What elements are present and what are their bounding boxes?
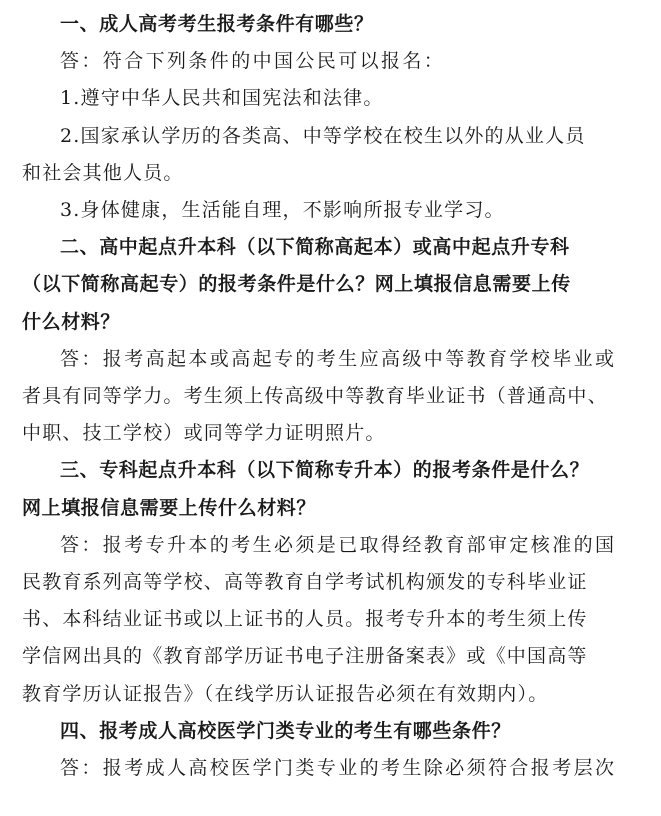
answer-q4-line-1: 答：报考成人高校医学门类专业的考生除必须符合报考层次 [60,757,617,780]
condition-item-3: 3.身体健康，生活能自理，不影响所报专业学习。 [60,199,505,222]
answer-q2-line-1: 答：报考高起本或高起专的考生应高级中等教育学校毕业或 [60,347,617,370]
answer-q3-line-4: 学信网出具的《教育部学历证书电子注册备案表》或《中国高等 [22,645,588,668]
answer-q2-line-2: 者具有同等学力。考生须上传高级中等教育毕业证书（普通高中、 [22,385,608,408]
heading-q3-line-2: 网上填报信息需要上传什么材料？ [22,496,317,519]
answer-q3-line-5: 教育学历认证报告》（在线学历认证报告必须在有效期内）。 [22,682,549,705]
answer-q1-intro: 答：符合下列条件的中国公民可以报名： [60,50,446,73]
condition-item-2-continued: 和社会其他人员。 [22,161,184,184]
answer-q2-line-3: 中职、技工学校）或同等学力证明照片。 [22,422,386,445]
condition-item-1: 1.遵守中华人民共和国宪法和法律。 [60,87,384,110]
heading-q4: 四、报考成人高校医学门类专业的考生有哪些条件？ [60,719,511,742]
heading-q2-line-2: （以下简称高起专）的报考条件是什么？网上填报信息需要上传 [22,273,571,296]
condition-item-2: 2.国家承认学历的各类高、中等学校在校生以外的从业人员 [60,124,586,147]
heading-q2-line-1: 二、高中起点升本科（以下简称高起本）或高中起点升专科 [60,236,570,259]
heading-q3-line-1: 三、专科起点升本科（以下简称专升本）的报考条件是什么？ [60,459,590,482]
answer-q3-line-3: 书、本科结业证书或以上证书的人员。报考专升本的考生须上传 [22,608,588,631]
heading-q1: 一、成人高考考生报考条件有哪些？ [60,13,374,35]
heading-q2-line-3: 什么材料？ [22,310,121,333]
answer-q3-line-2: 民教育系列高等学校、高等教育自学考试机构颁发的专科毕业证 [22,571,588,594]
answer-q3-line-1: 答：报考专升本的考生必须是已取得经教育部审定核准的国 [60,533,617,556]
